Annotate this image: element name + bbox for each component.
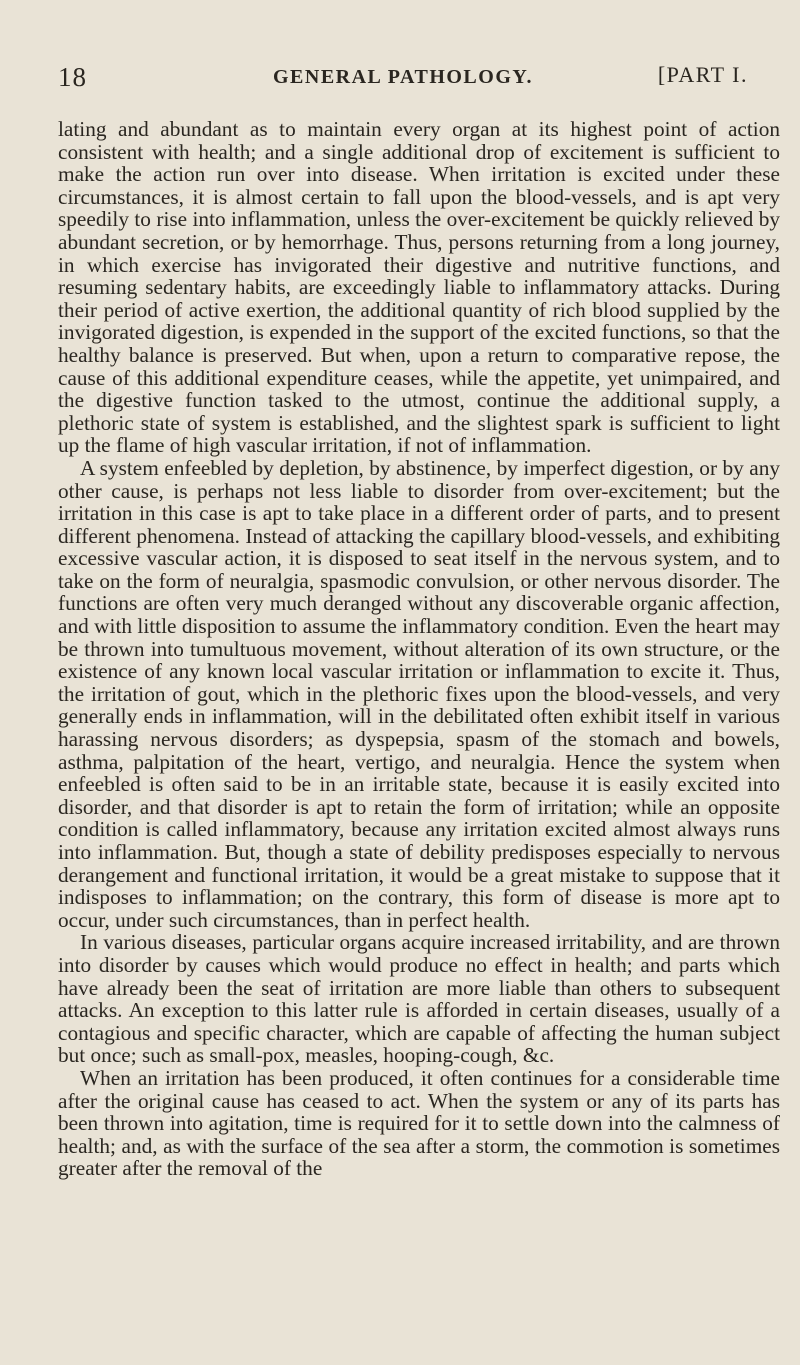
- paragraph-2: A system enfeebled by depletion, by abstinence, by imperfect digestion, or by any other cause, is perhaps not less liable to disorder from over-excitement; but the irritation in this case is apt to take place in a different order of parts, and to present different phenomena. Instead of attacking the capillary blood-vessels, and exhibiting excessive vascular action, it is disposed to seat itself in the nervous system, and to take on the form of neuralgia, spasmodic convulsion, or other nervous disorder. The functions are often very much deranged without any discoverable organic affection, and with little disposition to assume the inflammatory condition. Even the heart may be thrown into tumultuous movement, without alteration of its own structure, or the existence of any known local vascular irritation or inflammation to excite it. Thus, the irritation of gout, which in the plethoric fixes upon the blood-vessels, and very generally ends in inflammation, will in the debilitated often exhibit itself in various harassing nervous disorders; as dyspepsia, spasm of the stomach and bowels, asthma, palpitation of the heart, vertigo, and neuralgia. Hence the system when enfeebled is often said to be in an irritable state, because it is easily excited into disorder, and that disorder is apt to retain the form of irritation; while an opposite condition is called inflammatory, because any irritation excited almost always runs into inflammation. But, though a state of debility predisposes especially to nervous derangement and functional irritation, it would be a great mistake to suppose that it indisposes to inflammation; on the contrary, this form of disease is more apt to occur, under such circumstances, than in perfect health.: [58, 455, 780, 932]
- paragraph-1: lating and abundant as to maintain every organ at its highest point of action consistent with health; and a single additional drop of excitement is sufficient to make the action run over into disease. When irritation is excited under these circumstances, it is almost certain to fall upon the blood-vessels, and is apt very speedily to rise into inflammation, unless the over-excitement be quickly relieved by abundant secretion, or by hemorrhage. Thus, persons returning from a long journey, in which exercise has invigorated their digestive and nutritive functions, and resuming sedentary habits, are exceedingly liable to inflammatory attacks. During their period of active exertion, the additional quantity of rich blood supplied by the invigorated digestion, is expended in the support of the excited functions, so that the healthy balance is preserved. But when, upon a return to comparative repose, the cause of this additional expenditure ceases, while the appetite, yet unimpaired, and the digestive function tasked to the utmost, continue the additional supply, a plethoric state of system is established, and the slightest spark is sufficient to light up the flame of high vascular irritation, if not of inflammation.: [58, 117, 780, 458]
- running-title: GENERAL PATHOLOGY.: [272, 66, 533, 88]
- part-label: [PART I.: [657, 62, 748, 87]
- page-header: [58, 62, 748, 96]
- body-text: [58, 118, 780, 1180]
- page-number: 18: [58, 62, 87, 92]
- paragraph-4: When an irritation has been produced, it often continues for a considerable time after the original cause has ceased to act. When the system or any of its parts has been thrown into agitation, time is required for it to settle down into the calmness of health; and, as with the surface of the sea after a storm, the commotion is sometimes greater after the removal of the: [58, 1065, 780, 1181]
- paragraph-3: In various diseases, particular organs acquire increased irritability, and are thrown into disorder by causes which would produce no effect in health; and parts which have already been the seat of irritation are more liable than others to subsequent attacks. An exception to this latter rule is afforded in certain diseases, usually of a contagious and specific character, which are capable of affecting the human subject but once; such as small-pox, measles, hooping-cough, &c.: [58, 930, 780, 1068]
